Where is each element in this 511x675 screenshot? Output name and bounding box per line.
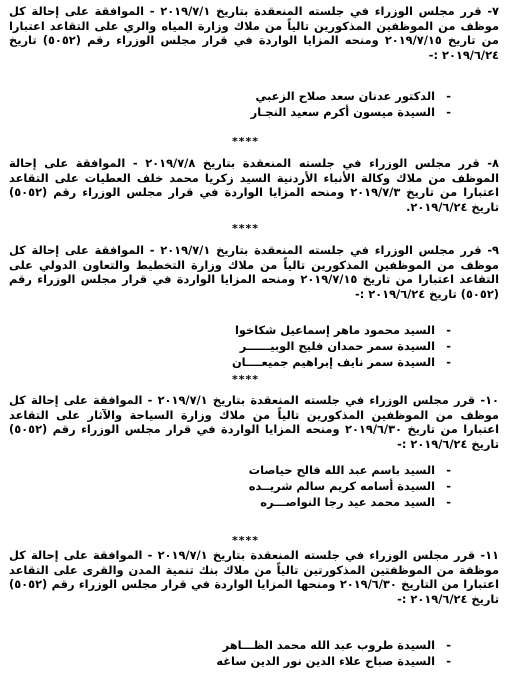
decision-8-body: قرر مجلس الوزراء في جلسته المنعقدة بتاريخ ٢٠١٩/٧/٨ - الموافقة على إحالة الموظف من ملاك وكالة الأنباء الأردنية السيد زكريا محمد خلف العطيات على التقاعد اعتبارا من تاريخ ٢٠١٩/٧/٣ ومنحه المزايا الواردة في قرار مجلس الوزراء رقم (٥٠٥٢) تاريخ ٢٠١٩/٦/٢٤. — [9, 156, 499, 214]
list-item: - السيدة أسامه كريم سالم شريــده — [151, 478, 451, 494]
decision-11-body: قرر مجلس الوزراء في جلسته المنعقدة بتاريخ ٢٠١٩/٧/١ - الموافقة على إحالة كل موظفة من الموظفتين المذكورتين تالياً من ملاك بنك تنمية المدن والقرى على التقاعد اعتبارا من التاريخ ٢٠١٩/٦/٣٠ ومنحها المزايا الواردة في قرار مجلس الوزراء رقم (٥٠٥٢) تاريخ ٢٠١٩/٦/٢٤ :- — [9, 548, 499, 606]
list-item: - السيد باسم عبد الله فالح حياصات — [151, 462, 451, 478]
decision-9-number: ٩- — [487, 243, 499, 257]
decision-10 — [9, 393, 499, 451]
separator-stars: **** — [232, 222, 260, 235]
decision-8 — [9, 156, 499, 214]
decision-7-text — [9, 4, 499, 62]
decision-11-number: ١١- — [480, 548, 499, 562]
decision-10-names — [151, 462, 451, 510]
decision-7-names — [151, 88, 451, 120]
list-item: - السيد محمود ماهر إسماعيل شكاخوا — [151, 322, 451, 338]
list-item: - الدكتور عدنان سعد صلاح الزعبي — [151, 88, 451, 104]
list-item: - السيدة طروب عبد الله محمد الظـــاهر — [151, 637, 451, 653]
decision-8-number: ٨- — [487, 156, 499, 170]
decision-9-body: قرر مجلس الوزراء في جلسته المنعقدة بتاريخ ٢٠١٩/٧/١ - الموافقة على إحالة كل موظف من الموظفين المذكورين تالياً من ملاك وزارة التخطيط والتعاون الدولي على التقاعد اعتبارا من تاريخ ٢٠١٩/٧/١٥ ومنحه المزايا الواردة في قرار مجلس الوزراء رقم (٥٠٥٢) تاريخ ٢٠١٩/٦/٢٤ :- — [9, 243, 499, 301]
decision-10-text — [9, 393, 499, 451]
decision-7-body: قرر مجلس الوزراء في جلسته المنعقدة بتاريخ ٢٠١٩/٧/١ - الموافقة على إحالة كل موظف من الموظفين المذكورين تالياً من ملاك وزارة المياه والري على التقاعد اعتبارا من تاريخ ٢٠١٩/٧/١٥ ومنحه المزايا الواردة في قرار مجلس الوزراء رقم (٥٠٥٢) تاريخ ٢٠١٩/٦/٢٤ :- — [9, 4, 499, 62]
list-item: - السيدة صباح علاء الدين نور الدين ساغه — [151, 653, 451, 669]
list-item: - السيدة سمر حمدان فليح الوبيــــــر — [151, 338, 451, 354]
decision-11-text — [9, 548, 499, 606]
decision-7 — [9, 4, 499, 62]
decision-7-number: ٧- — [487, 4, 499, 18]
separator-stars: **** — [232, 534, 260, 547]
decision-8-text — [9, 156, 499, 214]
decision-9-text — [9, 243, 499, 301]
decision-10-body: قرر مجلس الوزراء في جلسته المنعقدة بتاريخ ٢٠١٩/٧/١ - الموافقة على إحالة كل موظف من الموظفين المذكورين تالياً من ملاك وزارة السياحة والآثار على التقاعد اعتبارا من تاريخ ٢٠١٩/٦/٣٠ ومنحه المزايا الواردة في قرار مجلس الوزراء رقم (٥٠٥٢) تاريخ ٢٠١٩/٦/٢٤ :- — [9, 393, 499, 451]
decision-9 — [9, 243, 499, 301]
list-item: - السيدة ميسون أكرم سعيد النجـار — [151, 104, 451, 120]
decision-11-names — [151, 637, 451, 669]
decision-11 — [9, 548, 499, 606]
list-item: - السيد محمد عيد رجا النواصـــره — [151, 494, 451, 510]
list-item: - السيدة سمر نايف إبراهيم جميعــــان — [151, 354, 451, 370]
separator-stars: **** — [232, 135, 260, 148]
decision-9-names — [151, 322, 451, 370]
separator-stars: **** — [232, 373, 260, 386]
decision-10-number: ١٠- — [480, 393, 499, 407]
